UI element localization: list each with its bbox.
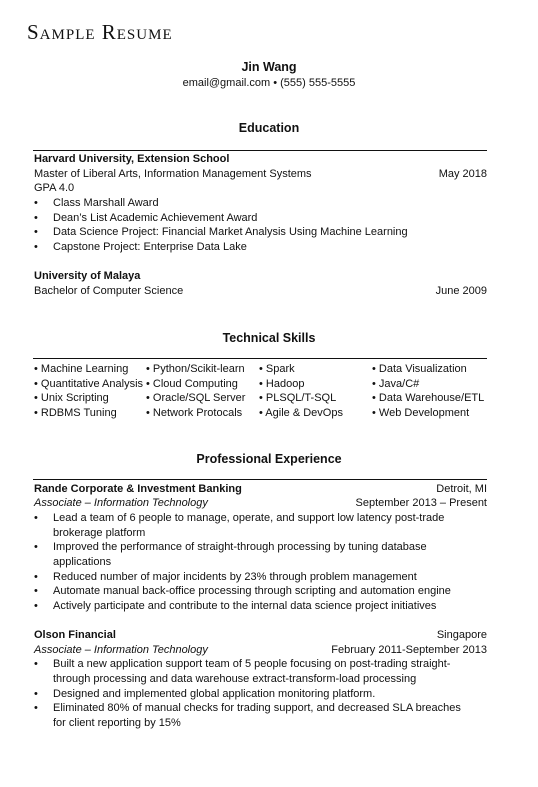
skill-item: • Spark bbox=[259, 363, 295, 375]
company-name: Rande Corporate & Investment Banking bbox=[34, 483, 242, 495]
skill-item: • Quantitative Analysis bbox=[34, 378, 144, 390]
school-name: University of Malaya bbox=[34, 270, 141, 282]
bullet-icon: • bbox=[34, 226, 38, 238]
experience-bullet: Improved the performance of straight-through processing by tuning database applications bbox=[53, 541, 427, 568]
job-dates: September 2013 – Present bbox=[355, 497, 487, 509]
bullet-icon: • bbox=[34, 241, 38, 253]
skill-item: • Web Development bbox=[372, 407, 470, 419]
education-bullet: Data Science Project: Financial Market Analysis Using Machine Learning bbox=[53, 226, 408, 238]
bullet-icon: • bbox=[34, 658, 38, 670]
job-location: Detroit, MI bbox=[436, 483, 487, 495]
skill-item: • Agile & DevOps bbox=[259, 407, 343, 419]
bullet-icon: • bbox=[34, 702, 38, 714]
skill-item: • Python/Scikit-learn bbox=[146, 363, 245, 375]
education-heading: Education bbox=[238, 121, 300, 135]
skill-item: • RDBMS Tuning bbox=[34, 407, 117, 419]
gpa: GPA 4.0 bbox=[34, 182, 75, 194]
resume-title: Sample Resume bbox=[27, 20, 173, 44]
degree: Master of Liberal Arts, Information Management Systems bbox=[34, 168, 312, 180]
skill-item: • Network Protocals bbox=[146, 407, 243, 419]
skill-item: • PLSQL/T-SQL bbox=[259, 392, 337, 404]
job-dates: February 2011-September 2013 bbox=[331, 644, 487, 656]
education-bullet: Capstone Project: Enterprise Data Lake bbox=[53, 241, 247, 253]
education-bullet: Class Marshall Award bbox=[53, 197, 159, 209]
bullet-icon: • bbox=[34, 197, 38, 209]
contact-line: email@gmail.com • (555) 555-5555 bbox=[182, 77, 356, 89]
experience-bullet: Lead a team of 6 people to manage, operate, and support low latency post-trade brokerage platform bbox=[53, 512, 445, 539]
bullet-icon: • bbox=[34, 688, 38, 700]
skill-item: • Unix Scripting bbox=[34, 392, 109, 404]
skill-item: • Java/C# bbox=[372, 378, 420, 390]
bullet-icon: • bbox=[34, 585, 38, 597]
skills-rule bbox=[33, 358, 487, 359]
job-role: Associate – Information Technology bbox=[34, 644, 208, 656]
degree-date: May 2018 bbox=[438, 168, 487, 180]
skills-heading: Technical Skills bbox=[222, 331, 316, 345]
skill-item: • Hadoop bbox=[259, 378, 305, 390]
skill-item: • Machine Learning bbox=[34, 363, 129, 375]
experience-bullet: Automate manual back-office processing through scripting and automation engine bbox=[53, 585, 451, 597]
degree-date: June 2009 bbox=[435, 285, 487, 297]
experience-bullet: Built a new application support team of 5 people focusing on post-trading straight-through processing and data warehouse extract-transform-load processing bbox=[53, 658, 451, 685]
skill-item: • Data Warehouse/ETL bbox=[372, 392, 485, 404]
degree: Bachelor of Computer Science bbox=[34, 285, 184, 297]
experience-bullet: Eliminated 80% of manual checks for trading support, and decreased SLA breaches for client reporting by 15% bbox=[53, 702, 461, 729]
skill-item: • Cloud Computing bbox=[146, 378, 238, 390]
bullet-icon: • bbox=[34, 600, 38, 612]
bullet-icon: • bbox=[34, 212, 38, 224]
experience-bullet: Reduced number of major incidents by 23% through problem management bbox=[53, 571, 417, 583]
company-name: Olson Financial bbox=[34, 629, 116, 641]
candidate-name: Jin Wang bbox=[241, 60, 297, 74]
experience-rule bbox=[33, 479, 487, 480]
skill-item: • Oracle/SQL Server bbox=[146, 392, 246, 404]
job-role: Associate – Information Technology bbox=[34, 497, 208, 509]
experience-bullet: Actively participate and contribute to the internal data science project initiatives bbox=[53, 600, 437, 612]
experience-bullet: Designed and implemented global application monitoring platform. bbox=[53, 688, 376, 700]
experience-heading: Professional Experience bbox=[196, 452, 342, 466]
job-location: Singapore bbox=[436, 629, 487, 641]
education-bullet: Dean’s List Academic Achievement Award bbox=[53, 212, 258, 224]
bullet-icon: • bbox=[34, 541, 38, 553]
bullet-icon: • bbox=[34, 512, 38, 524]
skill-item: • Data Visualization bbox=[372, 363, 467, 375]
bullet-icon: • bbox=[34, 571, 38, 583]
school-name: Harvard University, Extension School bbox=[34, 153, 230, 165]
education-rule bbox=[33, 150, 487, 151]
